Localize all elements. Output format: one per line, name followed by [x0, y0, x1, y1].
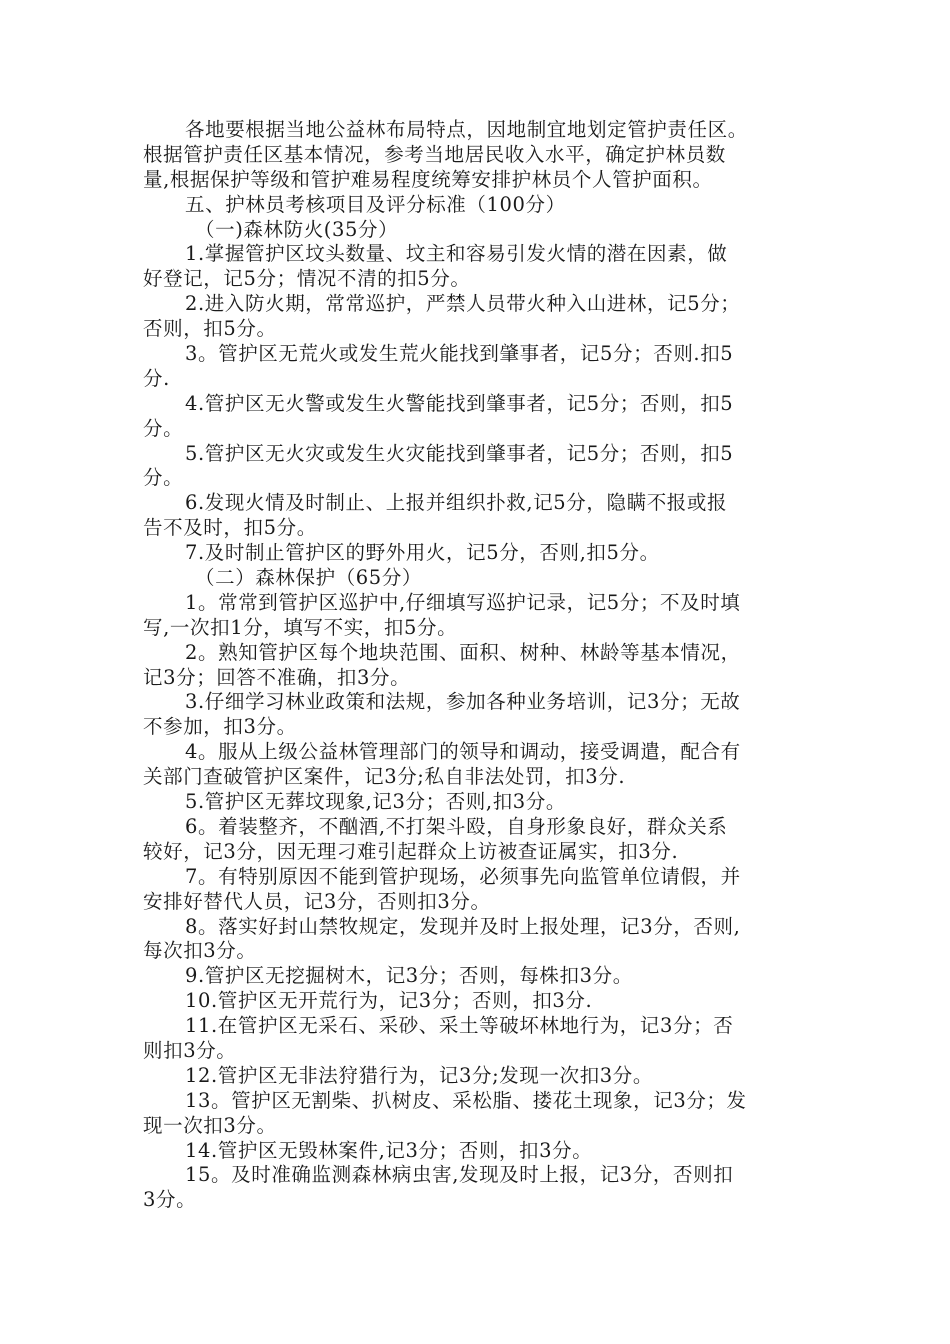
- text-line: 3。管护区无荒火或发生荒火能找到肇事者，记5分；否则.扣5: [185, 342, 734, 366]
- text-line: 关部门查破管护区案件，记3分;私自非法处罚，扣3分.: [143, 765, 626, 789]
- text-line: 6.发现火情及时制止、上报并组织扑救,记5分，隐瞒不报或报: [185, 491, 728, 515]
- text-line: 五、护林员考核项目及评分标准（100分）: [185, 192, 566, 216]
- text-line: 3分。: [143, 1188, 197, 1212]
- text-line: 7。有特别原因不能到管护现场，必须事先向监管单位请假，并: [185, 864, 741, 888]
- text-line: 各地要根据当地公益林布局特点，因地制宜地划定管护责任区。: [185, 118, 748, 141]
- text-line: 安排好替代人员，记3分，否则扣3分。: [143, 889, 491, 913]
- text-line: 分。: [143, 416, 184, 440]
- text-line: 14.管护区无毁林案件,记3分；否则，扣3分。: [185, 1138, 593, 1162]
- text-line: 6。着装整齐，不酗酒,不打架斗殴，自身形象良好，群众关系: [185, 814, 728, 838]
- text-line: 5.管护区无火灾或发生火灾能找到肇事者，记5分；否则，扣5: [185, 441, 734, 465]
- text-line: 1.掌握管护区坟头数量、坟主和容易引发火情的潜在因素，做: [185, 242, 728, 266]
- text-line: 分.: [143, 366, 170, 390]
- text-line: 11.在管护区无采石、采砂、采土等破坏林地行为，记3分；否: [185, 1014, 734, 1038]
- text-line: 告不及时，扣5分。: [143, 516, 317, 540]
- text-line: 现一次扣3分。: [143, 1113, 277, 1137]
- text-line: 3.仔细学习林业政策和法规，参加各种业务培训，记3分；无故: [185, 690, 741, 714]
- text-line: 1。常常到管护区巡护中,仔细填写巡护记录，记5分；不及时填: [185, 590, 741, 614]
- text-line: 2.进入防火期，常常巡护，严禁人员带火种入山进林，记5分；: [185, 292, 741, 316]
- text-line: 不参加，扣3分。: [143, 715, 297, 739]
- text-line: 5.管护区无葬坟现象,记3分；否则,扣3分。: [185, 790, 567, 814]
- text-line: 4.管护区无火警或发生火警能找到肇事者，记5分；否则，扣5: [185, 391, 734, 415]
- text-line: 较好，记3分，因无理刁难引起群众上访被查证属实，扣3分.: [143, 839, 679, 863]
- text-line: 写,一次扣1分，填写不实，扣5分。: [143, 615, 458, 639]
- text-line: 量,根据保护等级和管护难易程度统筹安排护林员个人管护面积。: [143, 167, 713, 191]
- text-line: 12.管护区无非法狩猎行为，记3分;发现一次扣3分。: [185, 1063, 653, 1087]
- text-line: 则扣3分。: [143, 1038, 237, 1062]
- text-line: 8。落实好封山禁牧规定，发现并及时上报处理，记3分，否则,: [185, 914, 741, 938]
- text-line: 13。管护区无割柴、扒树皮、采松脂、搂花土现象，记3分；发: [185, 1088, 747, 1112]
- text-line: 9.管护区无挖掘树木，记3分；否则，每株扣3分。: [185, 964, 633, 988]
- text-line: 好登记，记5分；情况不清的扣5分。: [143, 267, 471, 291]
- text-line: 根据管护责任区基本情况，参考当地居民收入水平，确定护林员数: [143, 142, 726, 166]
- text-line: 每次扣3分。: [143, 939, 257, 963]
- text-line: 否则，扣5分。: [143, 317, 277, 341]
- text-line: 记3分；回答不准确，扣3分。: [143, 665, 411, 689]
- text-line: 2。熟知管护区每个地块范围、面积、树种、林龄等基本情况，: [185, 640, 741, 664]
- text-line: （一)森林防火(35分）: [195, 217, 399, 241]
- text-line: 7.及时制止管护区的野外用火，记5分，否则,扣5分。: [185, 541, 660, 565]
- document-page: [143, 118, 808, 1213]
- text-line: 4。服从上级公益林管理部门的领导和调动，接受调遣，配合有: [185, 740, 741, 764]
- text-line: 15。及时准确监测森林病虫害,发现及时上报，记3分，否则扣: [185, 1163, 734, 1187]
- text-line: 分。: [143, 466, 184, 490]
- text-line: 10.管护区无开荒行为，记3分；否则，扣3分.: [185, 989, 593, 1013]
- text-line: （二）森林保护（65分）: [195, 566, 423, 590]
